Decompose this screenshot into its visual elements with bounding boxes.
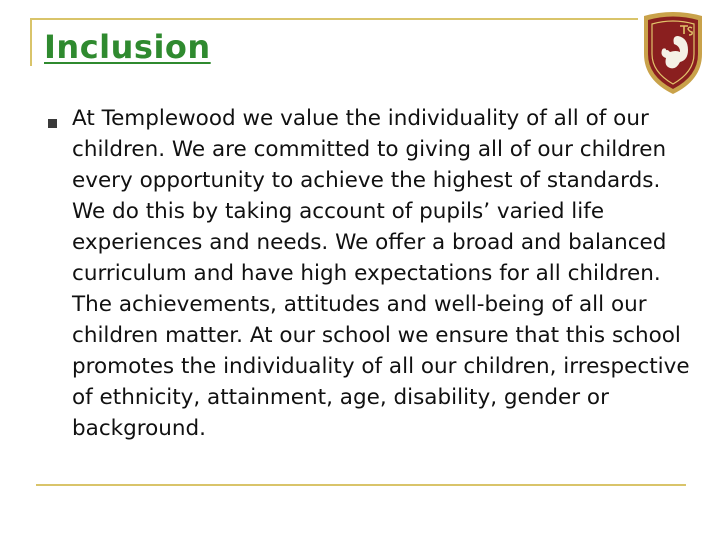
title-frame-left-line	[30, 18, 32, 66]
bottom-divider-line	[36, 484, 686, 486]
title-frame-top-line	[30, 18, 638, 20]
school-crest-squirrel-icon	[640, 10, 706, 96]
slide-title: Inclusion	[44, 28, 211, 66]
bullet-marker	[48, 119, 57, 128]
inclusion-statement: At Templewood we value the individuality of all of our children. We are committed to giving all of our children every opportunity to achieve the highest of standards. We do this by taking account of pupils’ varied life experiences and needs. We offer a broad and balanced curriculum and have high expectations for all children. The achievements, attitudes and well-being of all our children matter. At our school we ensure that this school promotes the individuality of all our children, irrespective of ethnicity, attainment, age, disability, gender or background.	[72, 106, 690, 441]
